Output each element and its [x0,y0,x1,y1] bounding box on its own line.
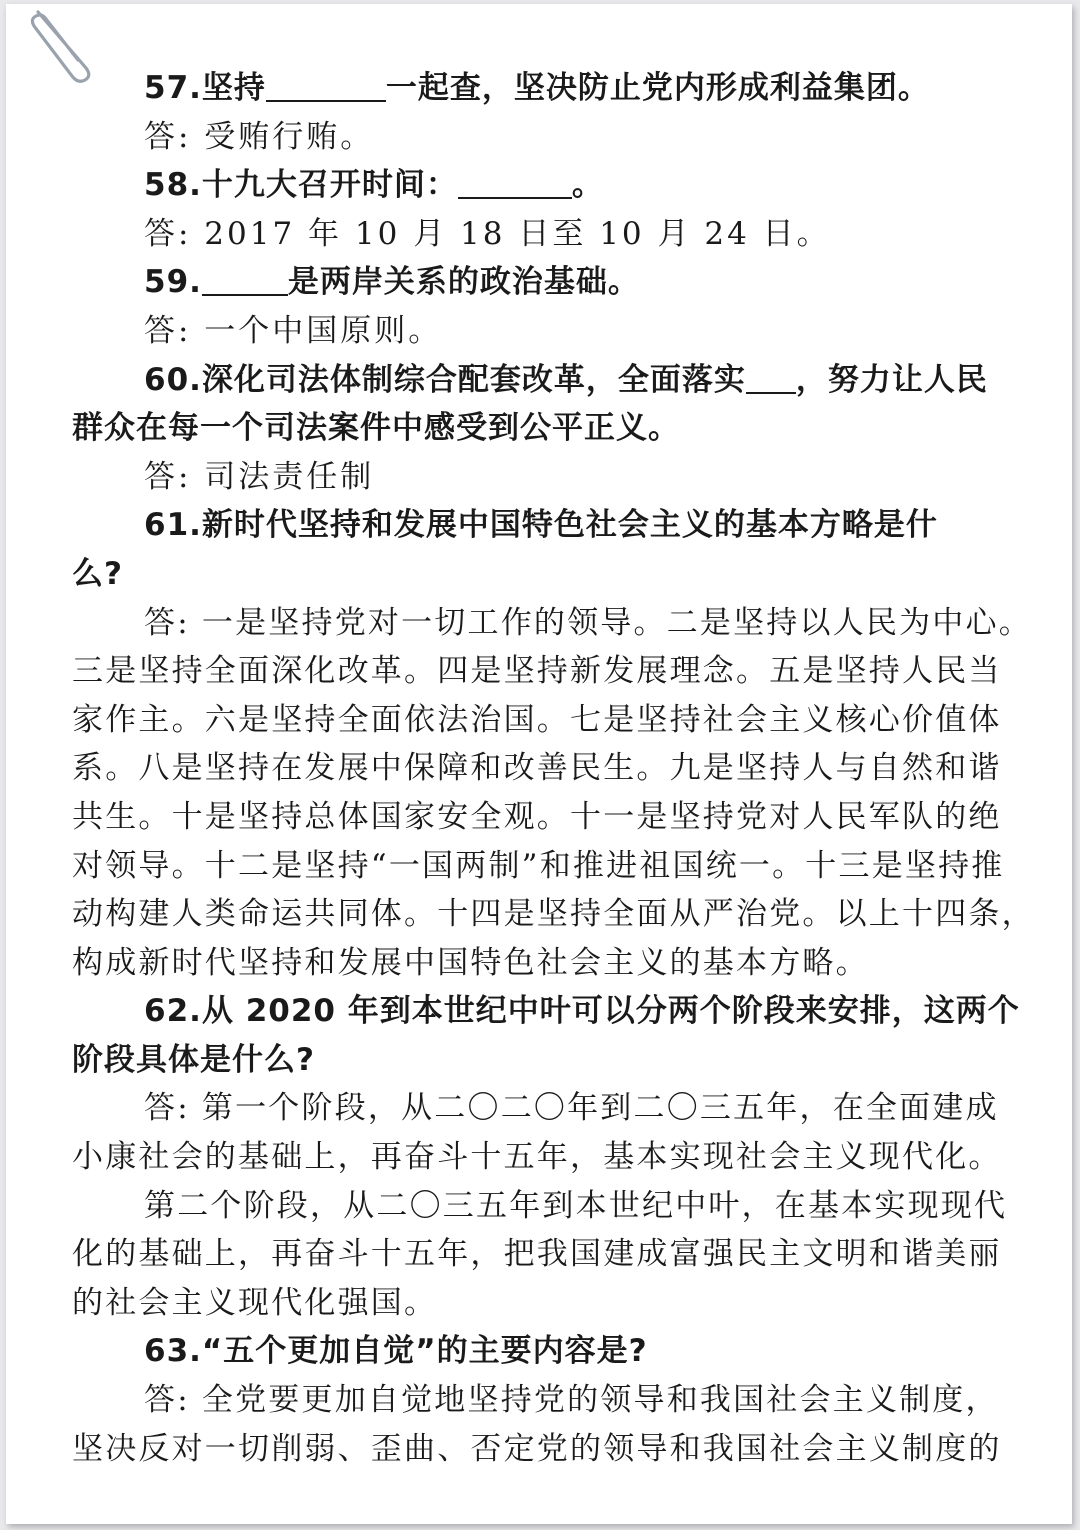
document-page [6,4,1072,1524]
answer-61-line: 答: 一是坚持党对一切工作的领导。二是坚持以人民为中心。 [144,604,1032,641]
answer-61-line: 动构建人类命运共同体。十四是坚持全面从严治党。以上十四条， [72,896,1035,933]
answer-61-line: 三是坚持全面深化改革。四是坚持新发展理念。五是坚持人民当 [72,653,1002,690]
answer-61-line: 系。八是坚持在发展中保障和改善民生。九是坚持人与自然和谐 [72,750,1002,787]
qa-content [72,64,1038,1473]
question-60-cont: 群众在每一个司法案件中感受到公平正义。 [72,410,680,447]
answer-61-line: 家作主。六是坚持全面依法治国。七是坚持社会主义核心价值体 [72,701,1002,738]
answer-61-line: 构成新时代坚持和发展中国特色社会主义的基本方略。 [72,944,869,981]
question-59: 59. 是两岸关系的政治基础。 [144,264,640,301]
answer-61-line: 共生。十是坚持总体国家安全观。十一是坚持党对人民军队的绝 [72,798,1002,835]
fill-blank [458,167,572,199]
question-58: 58.十九大召开时间： 。 [144,167,604,204]
answer-63-line: 答: 全党要更加自觉地坚持党的领导和我国社会主义制度， [144,1382,999,1419]
answer-61-line: 对领导。十二是坚持“一国两制”和推进祖国统一。十三是坚持推 [72,847,1005,884]
question-57: 57.坚持 一起查，坚决防止党内形成利益集团。 [144,70,930,106]
answer-57: 答: 受贿行贿。 [144,118,375,155]
answer-58: 答: 2017 年 10 月 18 日至 10 月 24 日。 [144,215,831,252]
question-61-cont: 么? [72,555,123,592]
question-62-cont: 阶段具体是什么? [72,1041,315,1078]
answer-63-line: 坚决反对一切削弱、歪曲、否定党的领导和我国社会主义制度的 [72,1430,1002,1467]
question-60: 60.深化司法体制综合配套改革，全面落实 ，努力让人民 [144,361,988,398]
answer-59: 答: 一个中国原则。 [144,312,443,349]
answer-62-line: 的社会主义现代化强国。 [72,1284,438,1321]
answer-60: 答: 司法责任制 [144,458,375,495]
question-63: 63.“五个更加自觉”的主要内容是? [144,1333,648,1370]
question-61: 61.新时代坚持和发展中国特色社会主义的基本方略是什 [144,507,938,544]
fill-blank [266,70,386,102]
fill-blank [746,362,796,394]
answer-62-line: 化的基础上，再奋斗十五年，把我国建成富强民主文明和谐美丽 [72,1236,1002,1273]
question-62: 62.从 2020 年到本世纪中叶可以分两个阶段来安排，这两个 [144,993,1020,1030]
answer-62-line: 答: 第一个阶段，从二〇二〇年到二〇三五年，在全面建成 [144,1090,999,1127]
fill-blank [202,264,288,296]
answer-62-line: 小康社会的基础上，再奋斗十五年，基本实现社会主义现代化。 [72,1139,1002,1176]
answer-62-line: 第二个阶段，从二〇三五年到本世纪中叶，在基本实现现代 [144,1187,1008,1224]
